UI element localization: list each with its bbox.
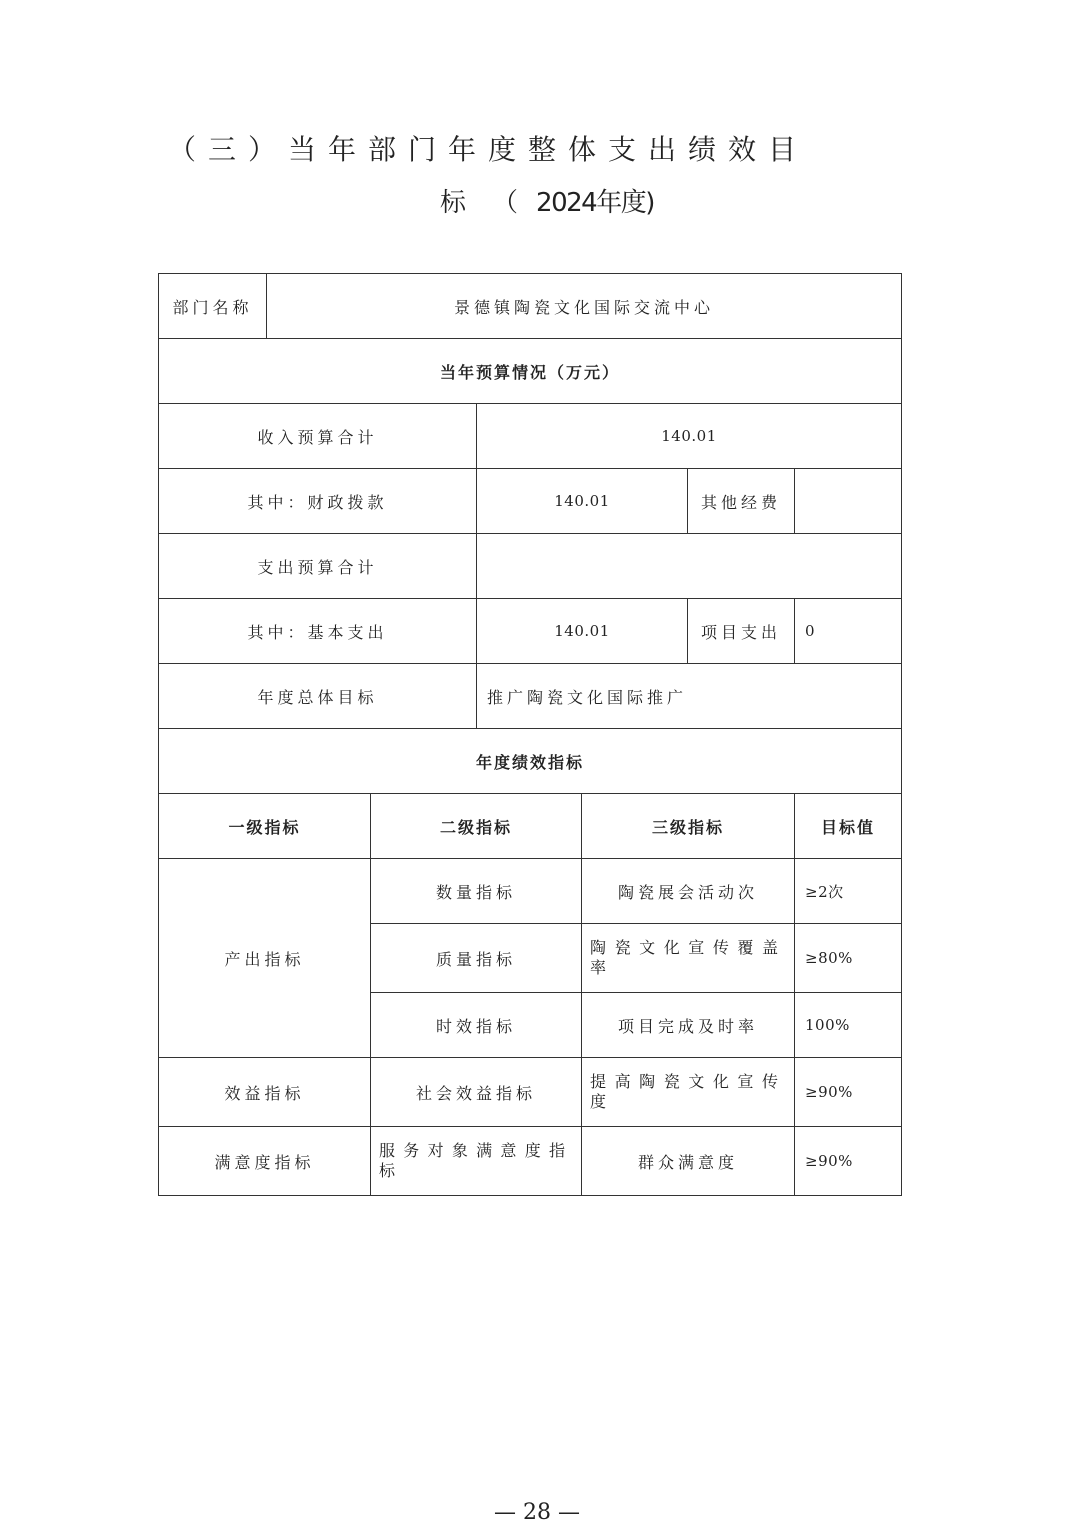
target-cell: ≥80% bbox=[795, 924, 902, 993]
level3-cell: 提高陶瓷文化宣传度 bbox=[582, 1058, 795, 1127]
table-header-row bbox=[159, 794, 902, 859]
fiscal-allocation-value: 140.01 bbox=[477, 469, 688, 534]
annual-goal-label: 年度总体目标 bbox=[159, 664, 477, 729]
annual-goal-value: 推广陶瓷文化国际推广 bbox=[477, 664, 902, 729]
level3-cell: 陶瓷展会活动次 bbox=[582, 859, 795, 924]
table-row bbox=[159, 1127, 902, 1196]
income-total-label: 收入预算合计 bbox=[159, 404, 477, 469]
level3-cell: 群众满意度 bbox=[582, 1127, 795, 1196]
other-funds-label: 其他经费 bbox=[688, 469, 795, 534]
col-header-level1: 一级指标 bbox=[159, 794, 371, 859]
target-cell: ≥2次 bbox=[795, 859, 902, 924]
title-line-1: （三）当年部门年度整体支出绩效目 bbox=[168, 133, 809, 166]
title-line-2 bbox=[440, 182, 654, 219]
table-row bbox=[159, 534, 902, 599]
col-header-level2: 二级指标 bbox=[371, 794, 582, 859]
target-cell: 100% bbox=[795, 993, 902, 1058]
basic-expense-label: 其中：基本支出 bbox=[159, 599, 477, 664]
level1-cell: 满意度指标 bbox=[159, 1127, 371, 1196]
project-expense-label: 项目支出 bbox=[688, 599, 795, 664]
col-header-level3: 三级指标 bbox=[582, 794, 795, 859]
target-cell: ≥90% bbox=[795, 1127, 902, 1196]
level1-cell: 产出指标 bbox=[159, 859, 371, 1058]
other-funds-value bbox=[795, 469, 902, 534]
budget-section-header: 当年预算情况（万元） bbox=[159, 339, 902, 404]
level1-cell: 效益指标 bbox=[159, 1058, 371, 1127]
income-total-value: 140.01 bbox=[477, 404, 902, 469]
dept-name-value: 景德镇陶瓷文化国际交流中心 bbox=[267, 274, 902, 339]
fiscal-allocation-label: 其中：财政拨款 bbox=[159, 469, 477, 534]
level2-cell: 时效指标 bbox=[371, 993, 582, 1058]
table-row bbox=[159, 469, 902, 534]
title-line-2-year: 2024年度) bbox=[536, 188, 654, 218]
table-row bbox=[159, 664, 902, 729]
page-number: — 28 — bbox=[494, 1500, 580, 1525]
level2-cell: 社会效益指标 bbox=[371, 1058, 582, 1127]
project-expense-value: 0 bbox=[795, 599, 902, 664]
table-row bbox=[159, 859, 902, 924]
col-header-target: 目标值 bbox=[795, 794, 902, 859]
table-row bbox=[159, 404, 902, 469]
table-row bbox=[159, 274, 902, 339]
title-line-2-paren: （ bbox=[492, 188, 519, 218]
table-row bbox=[159, 729, 902, 794]
performance-table bbox=[158, 273, 902, 1196]
dept-name-label: 部门名称 bbox=[159, 274, 267, 339]
table-row bbox=[159, 599, 902, 664]
target-cell: ≥90% bbox=[795, 1058, 902, 1127]
level2-cell: 服务对象满意度指标 bbox=[371, 1127, 582, 1196]
expense-total-label: 支出预算合计 bbox=[159, 534, 477, 599]
level3-cell: 陶瓷文化宣传覆盖率 bbox=[582, 924, 795, 993]
table-row bbox=[159, 339, 902, 404]
performance-section-header: 年度绩效指标 bbox=[159, 729, 902, 794]
table-row bbox=[159, 1058, 902, 1127]
level3-cell: 项目完成及时率 bbox=[582, 993, 795, 1058]
level2-cell: 质量指标 bbox=[371, 924, 582, 993]
basic-expense-value: 140.01 bbox=[477, 599, 688, 664]
level2-cell: 数量指标 bbox=[371, 859, 582, 924]
expense-total-value bbox=[477, 534, 902, 599]
title-line-2-char: 标 bbox=[440, 188, 471, 218]
